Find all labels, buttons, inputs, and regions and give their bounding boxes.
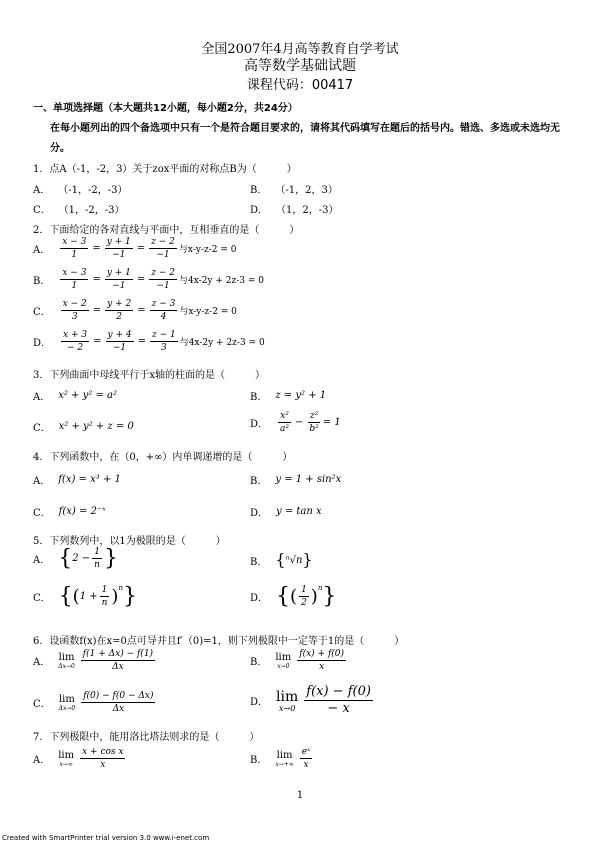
- question-4-option-d: D． y = tan x: [250, 506, 322, 519]
- question-5-option-d: D． { ( $\frac{1}{2}$ ) $^n$ }: [250, 583, 337, 609]
- question-6-option-a: A． lim Δx→0 $\frac{f(1 + \Delta x) - f(1)}{\Delta x}$: [33, 649, 154, 672]
- question-6-stem: 6．设函数f(x)在x=0点可导并且f′（0)=1，则下列极限中一定等于1的是（ ）: [33, 636, 405, 647]
- question-3-option-a: A． x² + y² = a²: [33, 390, 117, 403]
- question-2-stem: 2．下面给定的各对直线与平面中，互相垂直的是（ ）: [33, 225, 300, 236]
- question-6-option-b: B． lim x→0 $\frac{f(x) + f(0)}{x}$: [250, 649, 345, 672]
- question-1-option-b: B． （-1，2，3）: [250, 185, 338, 196]
- question-1-option-d: D． （1，2，-3）: [250, 205, 339, 216]
- question-5-option-b: B． { ⁿ√n }: [250, 550, 313, 569]
- page-number: 1: [296, 790, 304, 801]
- question-6-option-d: D． lim x→0 $\frac{f(x) - f(0)}{- x}$: [250, 684, 371, 716]
- course-code: 课程代码：00417: [246, 78, 354, 93]
- question-2-option-b: B． $\frac{x - 3}{1}$ = $\frac{y + 1}{-1}$ = $\frac{z - 2}{-1}$ 与4x-2y + 2z-3 = 0: [33, 268, 265, 291]
- question-3-option-b: B． z = y² + 1: [250, 390, 327, 403]
- section-title: 一、单项选择题（本大题共12小题，每小题2分，共24分）: [33, 103, 298, 114]
- exam-title: 高等数学基础试题: [244, 58, 356, 74]
- question-4-option-b: B． y = 1 + sin²x: [250, 474, 342, 487]
- question-2-option-a: A． $\frac{x - 3}{1}$ = $\frac{y + 1}{-1}$ = $\frac{z - 2}{-1}$ 与x-y-z-2 = 0: [33, 237, 237, 260]
- question-1-option-a: A． （-1，-2，-3）: [33, 185, 128, 196]
- question-4-option-a: A． f(x) = x³ + 1: [33, 474, 121, 487]
- question-1-stem: 1．点A（-1，-2，3）关于zox平面的对称点B为（ ）: [33, 164, 297, 175]
- question-5-option-a: A． { 2 − $\frac{1}{n}$ }: [33, 545, 118, 571]
- question-2-option-d: D． $\frac{x + 3}{- 2}$ = $\frac{y + 4}{-1}$ = $\frac{z - 1}{3}$ 与4x-2y + 2z-3 = 0: [33, 330, 265, 353]
- question-2-option-c: C． $\frac{x - 2}{3}$ = $\frac{y + 2}{2}$ = $\frac{z - 3}{4}$ 与x-y-z-2 = 0: [33, 299, 237, 322]
- question-3-option-d: D． $\frac{\text{x²}}{\text{a²}}$ − $\frac{\text{z²}}{\text{b²}}$ = 1: [250, 411, 341, 434]
- question-7-stem: 7．下列极限中，能用洛比塔法则求的是（ ）: [33, 732, 260, 743]
- section-instruction: 在每小题列出的四个备选项中只有一个是符合题目要求的，请将其代码填写在题后的括号内。错选、多选或未选均无分。: [50, 123, 560, 154]
- question-3-option-c: C． x² + y² + z = 0: [33, 421, 134, 434]
- exam-header-line1: 全国2007年4月高等教育自学考试: [201, 42, 399, 57]
- question-4-option-c: C． f(x) = 2⁻ˣ: [33, 506, 106, 519]
- question-7-option-b: B． lim x→+∞ $\frac{\text{eˣ}}{x}$: [250, 747, 311, 770]
- question-4-stem: 4．下列函数中，在（0，+∞）内单调递增的是（ ）: [33, 452, 293, 463]
- question-1-option-c: C． （1，-2，-3）: [33, 205, 125, 216]
- printer-footer: Created with SmartPrinter trial version 3.0 www.i-enet.com: [2, 834, 210, 842]
- question-3-stem: 3．下列曲面中母线平行于x轴的柱面的是（ ）: [33, 370, 266, 381]
- question-5-option-c: C． { ( 1 + $\frac{1}{n}$ ) $^n$ }: [33, 583, 137, 609]
- question-7-option-a: A． lim x→∞ $\frac{\text{x + cos x}}{x}$: [33, 747, 124, 770]
- question-6-option-c: C． lim Δx→0 $\frac{f(0) - f(0 - \Delta x)}{\Delta x}$: [33, 691, 154, 714]
- question-5-stem: 5．下列数列中，以1为极限的是（ ）: [33, 536, 226, 547]
